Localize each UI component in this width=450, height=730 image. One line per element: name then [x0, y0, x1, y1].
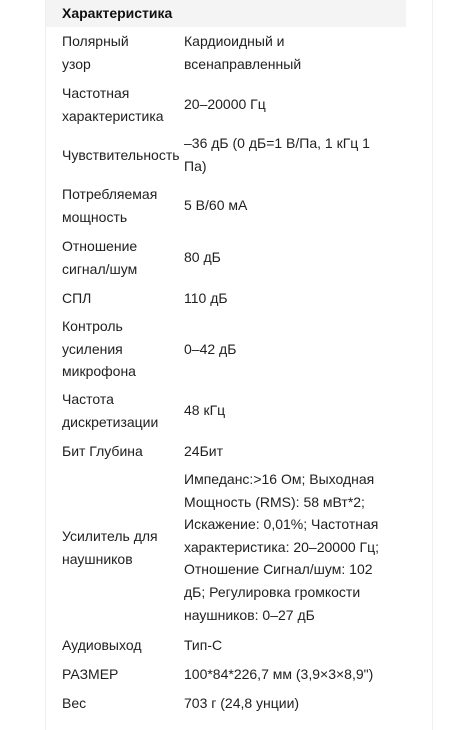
spec-value: 5 В/60 мА — [184, 197, 248, 213]
spec-value: Кардиоидный и всенаправленный — [184, 33, 302, 72]
spec-label: Контроль усиления микрофона — [62, 318, 136, 380]
spec-label: Чувствительность — [62, 147, 180, 163]
spec-label: Потребляемая мощность — [62, 186, 158, 225]
spec-value: –36 дБ (0 дБ=1 В/Па, 1 кГц 1 Па) — [184, 135, 370, 174]
spec-value: 0–42 дБ — [184, 341, 237, 357]
spec-label: Частотная характеристика — [62, 85, 164, 124]
spec-value: 20–20000 Гц — [184, 96, 266, 112]
spec-label: Аудиовыход — [62, 637, 142, 653]
spec-label: РАЗМЕР — [62, 666, 119, 682]
spec-value: Импеданс:>16 Ом; Выходная Мощность (RMS): 58 мВт*2; Искажение: 0,01%; Частотная характеристика: 20–20000 Гц; Отношение Сигнал/шум: 102 дБ; Регулировка громкости наушников: 0–27 дБ — [184, 471, 380, 623]
spec-label: Частота дискретизации — [62, 391, 159, 430]
spec-label: Вес — [62, 695, 87, 711]
spec-value: 703 г (24,8 унции) — [184, 695, 300, 711]
spec-label: Усилитель для наушников — [62, 528, 158, 567]
spec-value: 24Бит — [184, 443, 223, 459]
spec-value: 100*84*226,7 мм (3,9×3×8,9") — [184, 666, 374, 682]
spec-label: Бит Глубина — [62, 443, 143, 459]
spec-label: СПЛ — [62, 290, 92, 306]
spec-value: Тип-C — [184, 637, 223, 653]
spec-card — [45, 0, 433, 730]
spec-value: 80 дБ — [184, 249, 221, 265]
section-header: Характеристика — [46, 0, 406, 27]
spec-value: 48 кГц — [184, 402, 226, 418]
spec-value: 110 дБ — [184, 290, 228, 306]
spec-label: Отношение сигнал/шум — [62, 238, 138, 277]
spec-label: Полярный узор — [62, 33, 129, 72]
